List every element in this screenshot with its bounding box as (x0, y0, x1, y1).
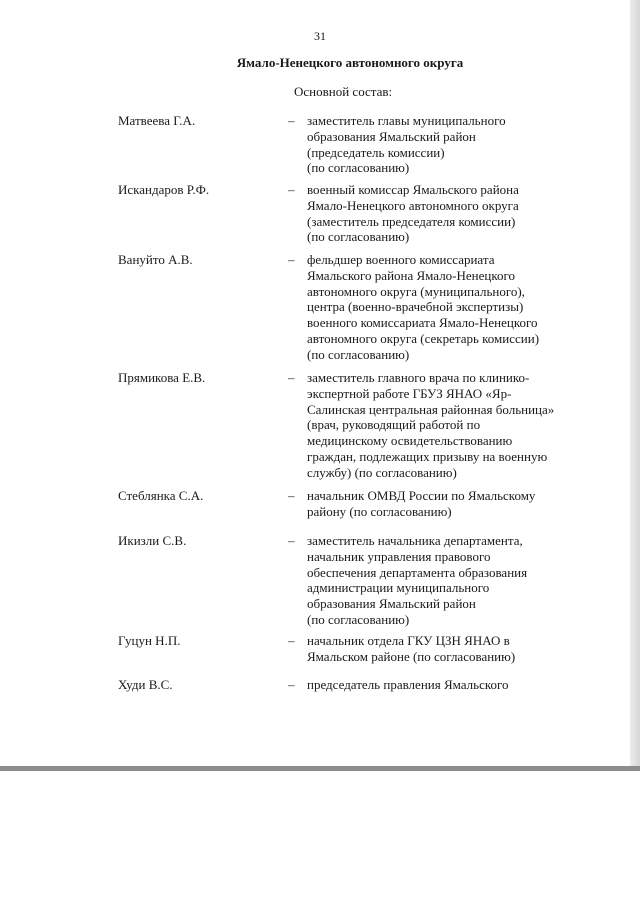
role-line: начальник ОМВД России по Ямальскому (307, 488, 536, 503)
page-number: 31 (314, 29, 326, 43)
member-role (307, 370, 607, 481)
role-line: Ямальского района Ямало-Ненецкого (307, 267, 516, 283)
role-line: (врач, руководящий работой по (307, 417, 481, 433)
member-role (307, 533, 607, 628)
member-name: Худи В.С. (118, 677, 173, 692)
dash-separator: – (288, 252, 295, 267)
member-role (307, 488, 607, 520)
role-line: обеспечения департамента образования (307, 564, 528, 580)
role-line: военный комиссар Ямальского района (307, 182, 519, 197)
role-line: администрации муниципального (307, 580, 490, 596)
role-line: (по согласованию) (307, 611, 410, 627)
role-line: заместитель главы муниципального (307, 113, 506, 128)
role-line: Ямало-Ненецкого автономного округа (307, 197, 519, 213)
role-line: (по согласованию) (307, 229, 410, 245)
role-line: медицинскому освидетельствованию (307, 433, 513, 449)
member-role (307, 252, 607, 363)
member-role (307, 182, 607, 245)
role-line: (председатель комиссии) (307, 144, 445, 160)
document-heading: Ямало-Ненецкого автономного округа (236, 55, 464, 70)
role-line: граждан, подлежащих призыву на военную (307, 448, 548, 464)
role-line: заместитель главного врача по клинико- (307, 370, 530, 385)
role-line: (по согласованию) (307, 160, 410, 176)
dash-separator: – (288, 633, 295, 648)
member-name: Стеблянка С.А. (118, 488, 204, 503)
role-line: фельдшер военного комиссариата (307, 252, 495, 267)
dash-separator: – (288, 113, 295, 128)
member-name: Икизли С.В. (118, 533, 187, 548)
member-name: Искандаров Р.Ф. (118, 182, 210, 197)
role-line: военного комиссариата Ямало-Ненецкого (307, 315, 538, 331)
role-line: службу) (по согласованию) (307, 464, 457, 480)
blank-area (0, 771, 640, 905)
member-name: Гуцун Н.П. (118, 633, 181, 648)
dash-separator: – (288, 182, 295, 197)
section-subheading: Основной состав: (294, 84, 393, 99)
dash-separator: – (288, 370, 295, 385)
role-line: начальник управления правового (307, 548, 491, 564)
member-role (307, 633, 607, 665)
role-line: председатель правления Ямальского (307, 677, 509, 692)
role-line: начальник отдела ГКУ ЦЗН ЯНАО в (307, 633, 510, 648)
role-line: автономного округа (секретарь комиссии) (307, 330, 540, 346)
member-name: Матвеева Г.А. (118, 113, 196, 128)
member-role (307, 677, 607, 693)
dash-separator: – (288, 533, 295, 548)
dash-separator: – (288, 677, 295, 692)
role-line: центра (военно-врачебной экспертизы) (307, 299, 524, 315)
role-line: району (по согласованию) (307, 503, 452, 519)
role-line: Салинская центральная районная больница» (307, 401, 555, 417)
scan-edge-shadow (630, 0, 640, 768)
member-name: Прямикова Е.В. (118, 370, 206, 385)
role-line: (по согласованию) (307, 346, 410, 362)
dash-separator: – (288, 488, 295, 503)
role-line: Ямальском районе (по согласованию) (307, 648, 516, 664)
role-line: (заместитель председателя комиссии) (307, 213, 516, 229)
role-line: заместитель начальника департамента, (307, 533, 523, 548)
member-name: Вануйто А.В. (118, 252, 193, 267)
member-role (307, 113, 607, 176)
role-line: образования Ямальский район (307, 128, 476, 144)
role-line: автономного округа (муниципального), (307, 283, 525, 299)
role-line: образования Ямальский район (307, 596, 476, 612)
role-line: экспертной работе ГБУЗ ЯНАО «Яр- (307, 385, 512, 401)
